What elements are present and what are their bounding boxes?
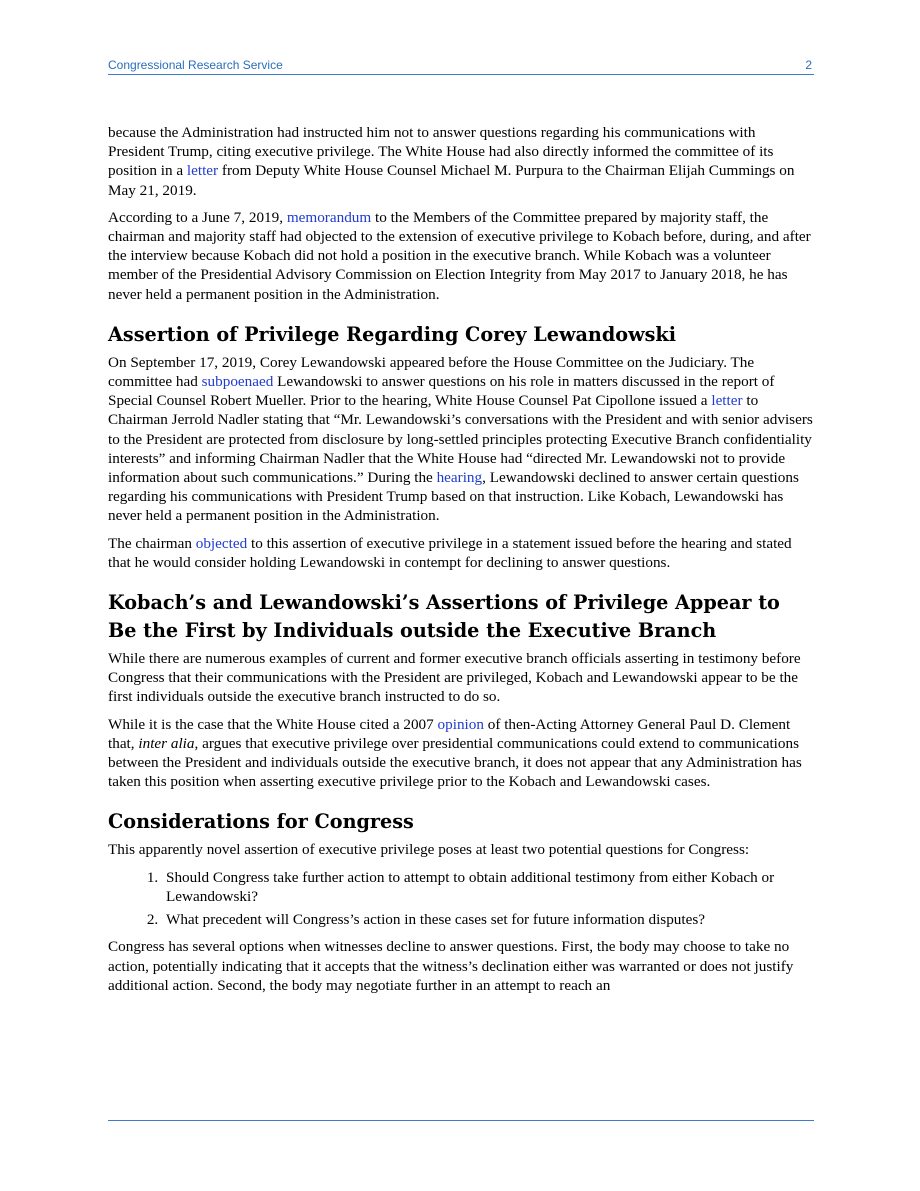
paragraph-4: The chairman objected to this assertion of executive privilege in a statement issued before the hearing and stated that he would consider holding Lewandowski in contempt for declining to answer questions. <box>108 534 792 571</box>
paragraph-1: because the Administration had instructed him not to answer questions regarding his communications with President Trump, citing executive privilege. The White House had also directly informed the committee of its position in a letter from Deputy White House Counsel Michael M. Purpura to the Chairman Elijah Cummings on May 21, 2019. <box>108 124 795 199</box>
cipollone-letter-link[interactable]: letter <box>711 392 743 410</box>
paragraph-6: While it is the case that the White House cited a 2007 opinion of then-Acting Attorney General Paul D. Clement that, inter alia, argues that executive privilege over presidential communications could extend to communications between the President and individuals outside the executive branch, it does not appear that any Administration has taken this position when asserting executive privilege prior to the Kobach and Lewandowski cases. <box>108 715 802 791</box>
hearing-link[interactable]: hearing <box>436 469 483 487</box>
questions-list <box>108 868 814 930</box>
paragraph-3: On September 17, 2019, Corey Lewandowski appeared before the House Committee on the Judiciary. The committee had subpoenaed Lewandowski to answer questions on his role in matters discussed in the report of Special Counsel Robert Mueller. Prior to the hearing, White House Counsel Pat Cipollone issued a letter to Chairman Jerrold Nadler stating that “Mr. Lewandowski’s conversations with the President and with senior advisers to the President are protected from disclosure by long-settled principles protecting Executive Branch confidentiality interests” and informing Chairman Nadler that the White House had “directed Mr. Lewandowski not to provide information about such communications.” During the hearing, Lewandowski declined to answer certain questions regarding his communications with President Trump based on that instruction. Like Kobach, Lewandowski has never held a permanent position in the Administration. <box>108 353 813 525</box>
list-item: 1. Should Congress take further action to attempt to obtain additional testimony from either Kobach or Lewandowski? <box>162 868 814 906</box>
list-item: 2. What precedent will Congress’s action in these cases set for future information disputes? <box>162 910 814 929</box>
header-org: Congressional Research Service <box>108 58 283 72</box>
subpoenaed-link[interactable]: subpoenaed <box>201 373 274 391</box>
paragraph-5: While there are numerous examples of current and former executive branch officials asserting in testimony before Congress that their communications with the President are privileged, Kobach and Lewandowski appear to be the first individuals outside the executive branch instructed to do so. <box>108 650 801 706</box>
heading-lewandowski: Assertion of Privilege Regarding Corey Lewandowski <box>108 322 676 346</box>
memorandum-link[interactable]: memorandum <box>286 208 372 226</box>
paragraph-7: This apparently novel assertion of executive privilege poses at least two potential questions for Congress: <box>108 841 750 859</box>
opinion-link[interactable]: opinion <box>437 715 484 733</box>
page-number: 2 <box>805 58 812 72</box>
footer-divider <box>108 1120 814 1121</box>
objected-link[interactable]: objected <box>195 534 248 552</box>
page-header <box>108 58 814 75</box>
document-body <box>108 123 814 1003</box>
paragraph-2: According to a June 7, 2019, memorandum to the Members of the Committee prepared by majority staff, the chairman and majority staff had objected to the extension of executive privilege to Kobach before, during, and after the interview because Kobach did not hold a position in the executive branch. While Kobach was a volunteer member of the Presidential Advisory Commission on Election Integrity from May 2017 to January 2018, he has never held a permanent position in the Administration. <box>108 208 811 303</box>
heading-assertions: Kobach’s and Lewandowski’s Assertions of Privilege Appear to Be the First by Individuals outside the Executive Branch <box>108 591 780 643</box>
letter-link[interactable]: letter <box>186 162 219 180</box>
heading-considerations: Considerations for Congress <box>108 810 414 834</box>
paragraph-8: Congress has several options when witnesses decline to answer questions. First, the body may choose to take no action, potentially indicating that it accepts that the witness’s declination either was warranted or does not justify additional action. Second, the body may negotiate further in an attempt to reach an <box>108 938 794 994</box>
